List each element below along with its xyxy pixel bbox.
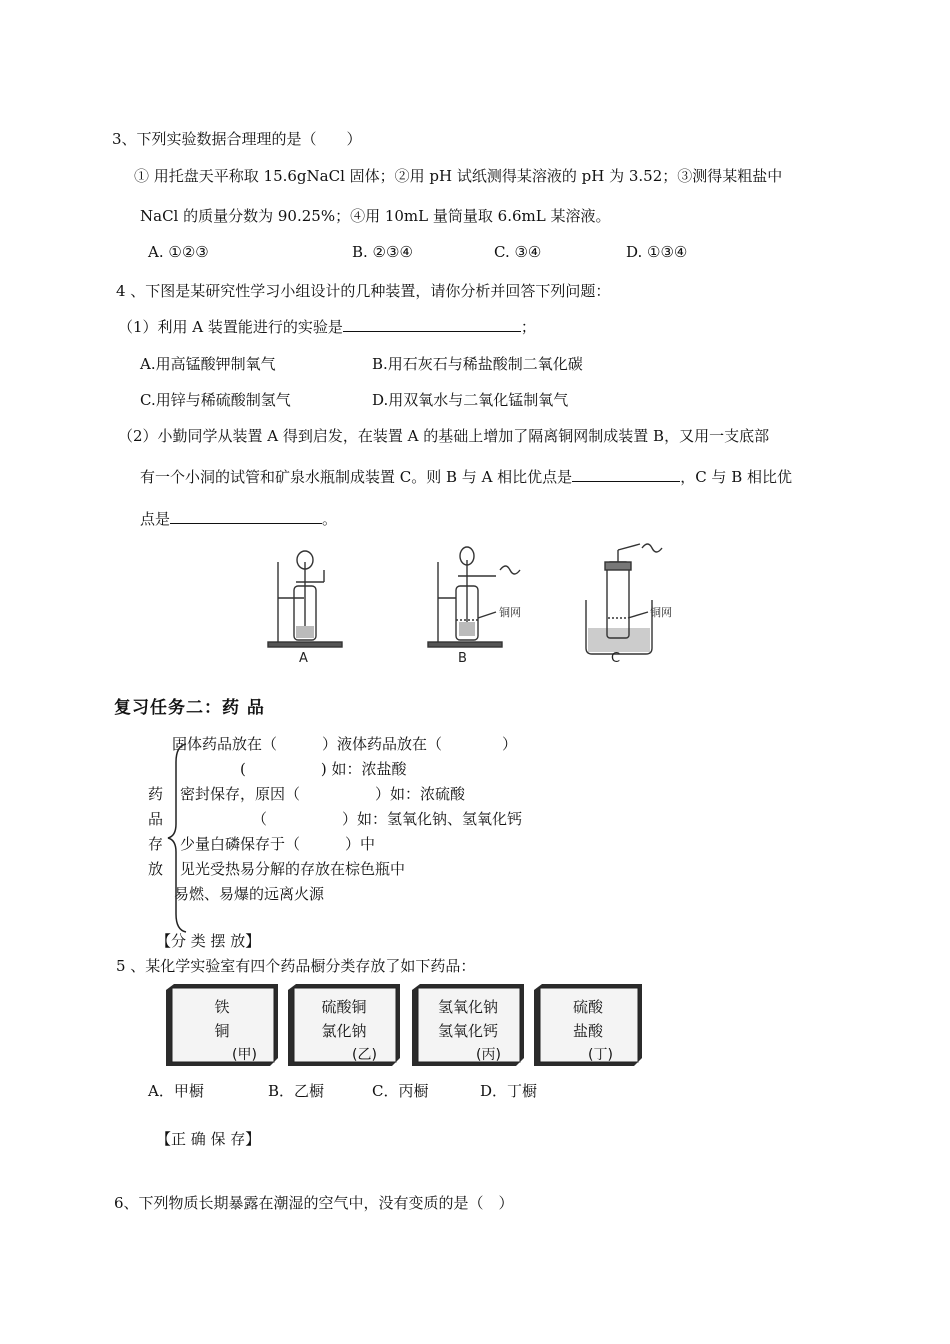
cabinet-jia-line2: 铜 — [214, 1022, 230, 1040]
cabinet-jia — [164, 982, 284, 1072]
label-a: A — [299, 651, 308, 666]
storage-row4: （ ）如：氢氧化钠、氢氧化钙 — [252, 810, 523, 828]
q4-part2-blank2[interactable] — [170, 509, 322, 524]
q4-choice-d: D.用双氧水与二氧化锰制氧气 — [372, 391, 569, 409]
side-label-1: 药 — [148, 785, 164, 803]
apparatus-a — [268, 551, 342, 647]
side-label-3: 存 — [148, 835, 164, 853]
cabinet-ding-line2: 盐酸 — [572, 1022, 603, 1040]
q3-stem: 3、下列实验数据合理理的是（ ） — [112, 130, 362, 148]
q4-stem: 4 、下图是某研究性学习小组设计的几种装置，请你分析并回答下列问题： — [116, 282, 611, 300]
q4-part2-line3 — [140, 508, 337, 529]
q3-line2: NaCl 的质量分数为 90.25%；④用 10mL 量筒量取 6.6mL 某溶液。 — [140, 207, 611, 225]
cabinet-yi — [286, 982, 406, 1072]
storage-row5: 少量白磷保存于（ ）中 — [180, 835, 376, 853]
q4-part2-line3-suffix: 。 — [322, 510, 338, 528]
q4-choice-a: A.用高锰酸钾制氧气 — [140, 355, 276, 373]
section2-title: 复习任务二：药 品 — [114, 698, 265, 718]
q4-part2-line1: （2）小勤同学从装置 A 得到启发，在装置 A 的基础上增加了隔离铜网制成装置 B，又用一支底部 — [118, 427, 770, 445]
cabinet-yi-line1: 硫酸铜 — [321, 998, 367, 1016]
storage-row7: 易燃、易爆的远离火源 — [174, 885, 325, 903]
apparatus-figure — [256, 540, 688, 672]
q4-part2-blank1[interactable] — [572, 467, 680, 482]
cabinet-ding — [532, 982, 646, 1072]
curly-brace — [166, 742, 190, 934]
q4-part2-line2 — [140, 466, 792, 487]
storage-row3: 密封保存，原因（ ）如：浓硫酸 — [180, 785, 466, 803]
cabinet-ding-line1: 硫酸 — [572, 998, 603, 1016]
apparatus-b — [428, 547, 520, 647]
cabinet-bing-tag: (丙) — [476, 1047, 501, 1063]
q5-option-b: B．乙橱 — [268, 1082, 325, 1100]
q4-part1 — [118, 316, 536, 337]
q6-stem: 6、下列物质长期暴露在潮湿的空气中，没有变质的是（ ） — [114, 1194, 514, 1212]
label-c: C — [611, 651, 621, 666]
storage-row1: 固体药品放在（ ）液体药品放在（ ） — [172, 735, 518, 753]
q5-option-a: A．甲橱 — [148, 1082, 204, 1100]
cabinet-bing-line1: 氢氧化钠 — [437, 998, 498, 1016]
q5-stem: 5 、某化学实验室有四个药品橱分类存放了如下药品： — [116, 957, 476, 975]
q5-option-d: D．丁橱 — [480, 1082, 538, 1100]
storage-row2: ( ) 如：浓盐酸 — [240, 760, 407, 778]
q3-option-d: D. ①③④ — [626, 243, 688, 261]
q4-choice-c: C.用锌与稀硫酸制氢气 — [140, 391, 291, 409]
cabinet-yi-line2: 氯化钠 — [321, 1022, 367, 1040]
mesh-label-b: 铜网 — [499, 606, 521, 619]
q3-option-c: C. ③④ — [494, 243, 542, 261]
label-b: B — [458, 651, 467, 666]
cabinet-strip — [164, 982, 646, 1072]
q4-choice-b: B.用石灰石与稀盐酸制二氧化碳 — [372, 355, 583, 373]
tag-store: 【正 确 保 存】 — [156, 1130, 261, 1148]
q4-part1-suffix: ； — [520, 318, 536, 336]
cabinet-yi-tag: (乙) — [352, 1047, 377, 1063]
q4-part1-blank[interactable] — [343, 317, 521, 332]
q4-part1-prefix: （1）利用 A 装置能进行的实验是 — [118, 318, 343, 336]
storage-row6: 见光受热易分解的存放在棕色瓶中 — [180, 860, 406, 878]
cabinet-ding-tag: (丁) — [588, 1047, 613, 1063]
cabinet-bing — [410, 982, 530, 1072]
tag-sort: 【分 类 摆 放】 — [156, 932, 261, 950]
apparatus-c — [586, 544, 662, 654]
mesh-label-c: 铜网 — [650, 606, 672, 619]
cabinet-jia-tag: (甲) — [232, 1047, 257, 1063]
q4-part2-mid: ，C 与 B 相比优 — [680, 468, 792, 486]
q4-part2-prefix: 有一个小洞的试管和矿泉水瓶制成装置 C。则 B 与 A 相比优点是 — [140, 468, 573, 486]
q5-option-c: C．丙橱 — [372, 1082, 429, 1100]
cabinet-bing-line2: 氢氧化钙 — [437, 1022, 498, 1040]
cabinet-jia-line1: 铁 — [214, 998, 230, 1016]
side-label-2: 品 — [148, 810, 164, 828]
q3-line1: ① 用托盘天平称取 15.6gNaCl 固体；②用 pH 试纸测得某溶液的 pH 为 3.52；③测得某粗盐中 — [134, 167, 783, 185]
q3-option-b: B. ②③④ — [352, 243, 413, 261]
side-label-4: 放 — [148, 860, 164, 878]
q3-option-a: A. ①②③ — [148, 243, 209, 261]
q4-part2-line3-prefix: 点是 — [140, 510, 171, 528]
